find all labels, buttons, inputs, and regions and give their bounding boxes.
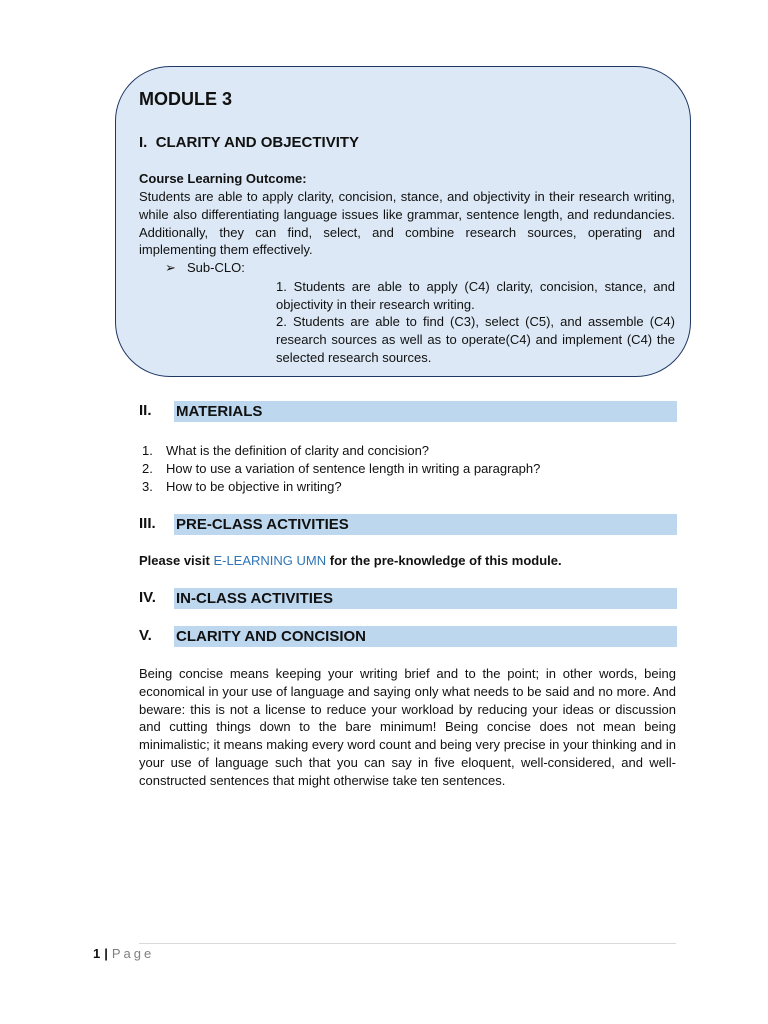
section-number: I.: [139, 134, 148, 151]
page-number: 1: [93, 946, 101, 961]
section-number-materials: II.: [139, 402, 152, 419]
preclass-text-before: Please visit: [139, 553, 214, 568]
section-bar-inclass: IN-CLASS ACTIVITIES: [174, 588, 677, 609]
list-text: How to be objective in writing?: [166, 479, 342, 494]
list-item: [142, 442, 540, 460]
list-item: [142, 460, 540, 478]
page-label: Page: [111, 946, 155, 961]
section-title: CLARITY AND OBJECTIVITY: [155, 134, 360, 151]
footer-separator: |: [104, 946, 108, 961]
section-bar-preclass: PRE-CLASS ACTIVITIES: [174, 514, 677, 535]
list-text: How to use a variation of sentence length in writing a paragraph?: [166, 461, 541, 476]
sub-clo-item-1: 1. Students are able to apply (C4) clarity, concision, stance, and objectivity in their research writing.: [276, 279, 675, 312]
sub-clo-text: Sub-CLO:: [187, 260, 245, 275]
section-number-preclass: III.: [139, 515, 156, 532]
section-bar-concision: CLARITY AND CONCISION: [174, 626, 677, 647]
list-number: 3.: [142, 479, 153, 494]
arrow-bullet-icon: ➢: [165, 260, 176, 275]
list-number: 2.: [142, 461, 153, 476]
list-item: [142, 478, 540, 496]
section-number-inclass: IV.: [139, 589, 156, 606]
module-title: MODULE 3: [139, 89, 233, 109]
materials-list: [142, 442, 540, 496]
sub-clo-label: [165, 260, 245, 276]
preclass-instruction: [139, 553, 562, 568]
preclass-text-after: for the pre-knowledge of this module.: [326, 553, 562, 568]
page-footer: [93, 946, 154, 961]
footer-divider: [139, 943, 676, 944]
concision-paragraph: Being concise means keeping your writing brief and to the point; in other words, being economical in your use of language and saying only what needs to be said and no more. And beware: this is not a license to reduce your workload by reducing your ideas or discussion and cutting things down to the bare minimum! Being concise does not mean being minimalistic; it means making every word count and being very precise in your thinking and in your use of language such that you can say in five eloquent, well-considered, and well-constructed sentences that might otherwise take ten sentences.: [139, 666, 676, 788]
section-bar-materials: MATERIALS: [174, 401, 677, 422]
sub-clo-item-2: 2. Students are able to find (C3), select (C5), and assemble (C4) research sources as well as to operate(C4) and implement (C4) the selected research sources.: [276, 314, 675, 365]
section-clarity-objectivity-heading: [139, 134, 359, 151]
list-text: What is the definition of clarity and concision?: [166, 443, 430, 458]
section-number-concision: V.: [139, 627, 152, 644]
elearning-link[interactable]: E-LEARNING UMN: [213, 553, 327, 568]
clo-text: Students are able to apply clarity, concision, stance, and objectivity in their research writing, while also differentiating language issues like grammar, sentence length, and redundancies. Additionally, they can find, select, and combine research sources, operating and implementing them effectively.: [139, 189, 675, 258]
list-number: 1.: [142, 443, 153, 458]
clo-label: Course Learning Outcome:: [139, 171, 307, 186]
